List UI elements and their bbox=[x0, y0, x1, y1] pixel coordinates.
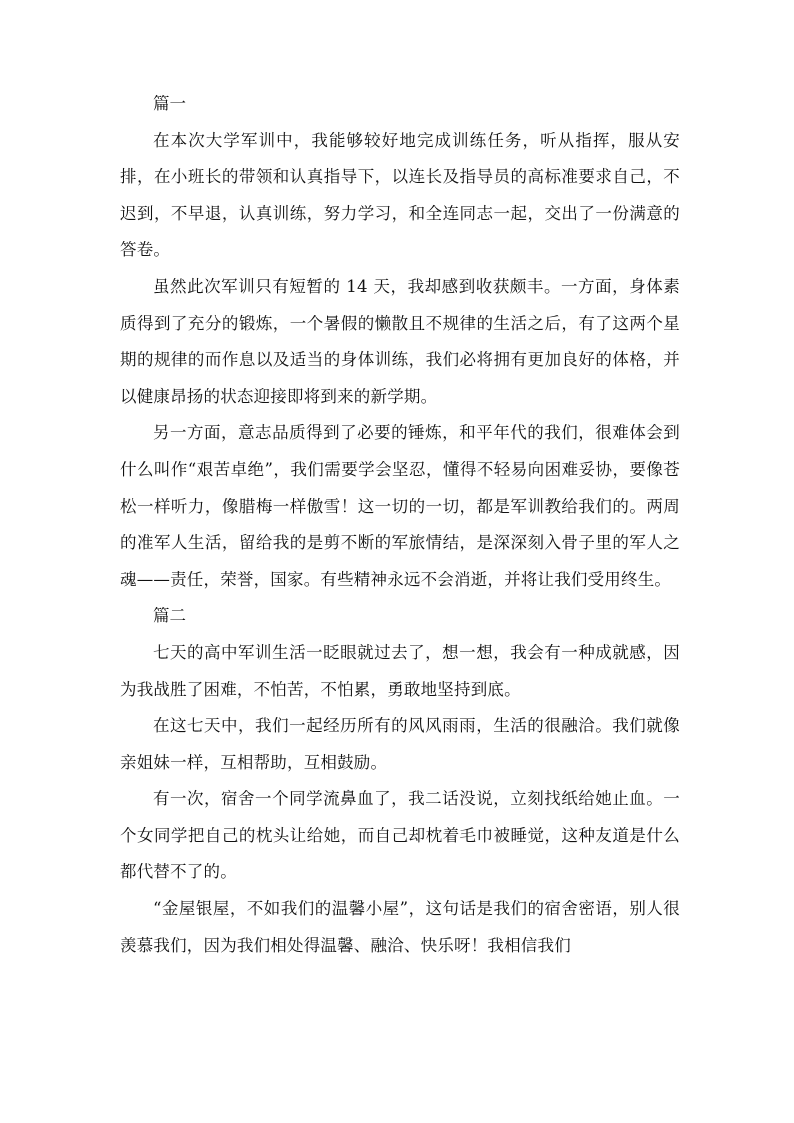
paragraph: 在这七天中，我们一起经历所有的风风雨雨，生活的很融洽。我们就像亲姐妹一样，互相帮助，互相鼓励。 bbox=[120, 716, 680, 772]
paragraph: 在本次大学军训中，我能够较好地完成训练任务，听从指挥，服从安排，在小班长的带领和认真指导下，以连长及指导员的高标准要求自己，不迟到，不早退，认真训练，努力学习，和全连同志一起，交出了一份满意的答卷。 bbox=[120, 130, 680, 260]
section-heading-2: 篇二 bbox=[153, 606, 186, 626]
paragraph: 七天的高中军训生活一眨眼就过去了，想一想，我会有一种成就感，因为我战胜了困难，不怕苦，不怕累，勇敢地坚持到底。 bbox=[120, 642, 680, 699]
document-body bbox=[120, 86, 680, 964]
paragraph: 虽然此次军训只有短暂的 14 天，我却感到收获颇丰。一方面，身体素质得到了充分的锻炼，一个暑假的懒散且不规律的生活之后，有了这两个星期的规律的而作息以及适当的身体训练，我们必将拥有更加良好的体格，并以健康昂扬的状态迎接即将到来的新学期。 bbox=[120, 276, 680, 406]
section-heading-1: 篇一 bbox=[153, 94, 186, 113]
paragraph: 另一方面，意志品质得到了必要的锤炼，和平年代的我们，很难体会到什么叫作“艰苦卓绝”，我们需要学会坚忍，懂得不轻易向困难妥协，要像苍松一样听力，像腊梅一样傲雪！这一切的一切，都是军训教给我们的。两周的准军人生活，留给我的是剪不断的军旅情结，是深深刻入骨子里的军人之魂——责任，荣誉，国家。有些精神永远不会消逝，并将让我们受用终生。 bbox=[120, 423, 680, 589]
paragraph: “金屋银屋，不如我们的温馨小屋”，这句话是我们的宿舍密语，别人很羡慕我们，因为我们相处得温馨、融洽、快乐呀！我相信我们 bbox=[120, 899, 680, 955]
paragraph: 有一次，宿舍一个同学流鼻血了，我二话没说，立刻找纸给她止血。一个女同学把自己的枕头让给她，而自己却枕着毛巾被睡觉，这种友道是什么都代替不了的。 bbox=[120, 789, 680, 882]
